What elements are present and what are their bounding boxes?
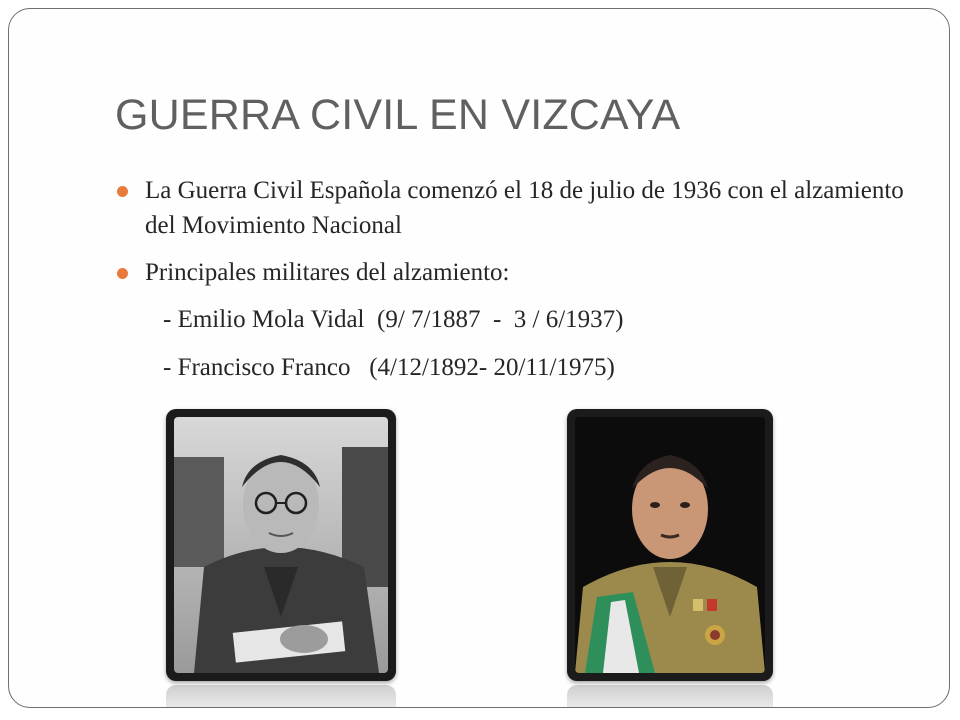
bullet-list [117, 173, 927, 398]
photo-mola-reflection [166, 685, 396, 708]
photo-franco-image [575, 417, 765, 673]
slide-frame [8, 8, 950, 708]
photo-franco-reflection [567, 685, 773, 708]
general-line-franco: - Francisco Franco (4/12/1892- 20/11/1975) [163, 354, 615, 381]
portrait-image [174, 417, 388, 673]
portrait-image [575, 417, 765, 673]
photo-mola [166, 409, 396, 681]
bullet-text: Principales militares del alzamiento: [145, 259, 510, 286]
general-line-mola: - Emilio Mola Vidal (9/ 7/1887 - 3 / 6/1937) [163, 306, 624, 333]
bullet-dot-icon [117, 268, 128, 279]
bullet-dot-icon [117, 186, 128, 197]
photo-mola-image [174, 417, 388, 673]
photo-franco [567, 409, 773, 681]
bullet-item [117, 255, 927, 290]
bullet-item [117, 173, 927, 243]
slide-title: GUERRA CIVIL EN VIZCAYA [115, 91, 681, 139]
bullet-text: La Guerra Civil Española comenzó el 18 de julio de 1936 con el alzamiento del Movimiento Nacional [145, 177, 904, 239]
